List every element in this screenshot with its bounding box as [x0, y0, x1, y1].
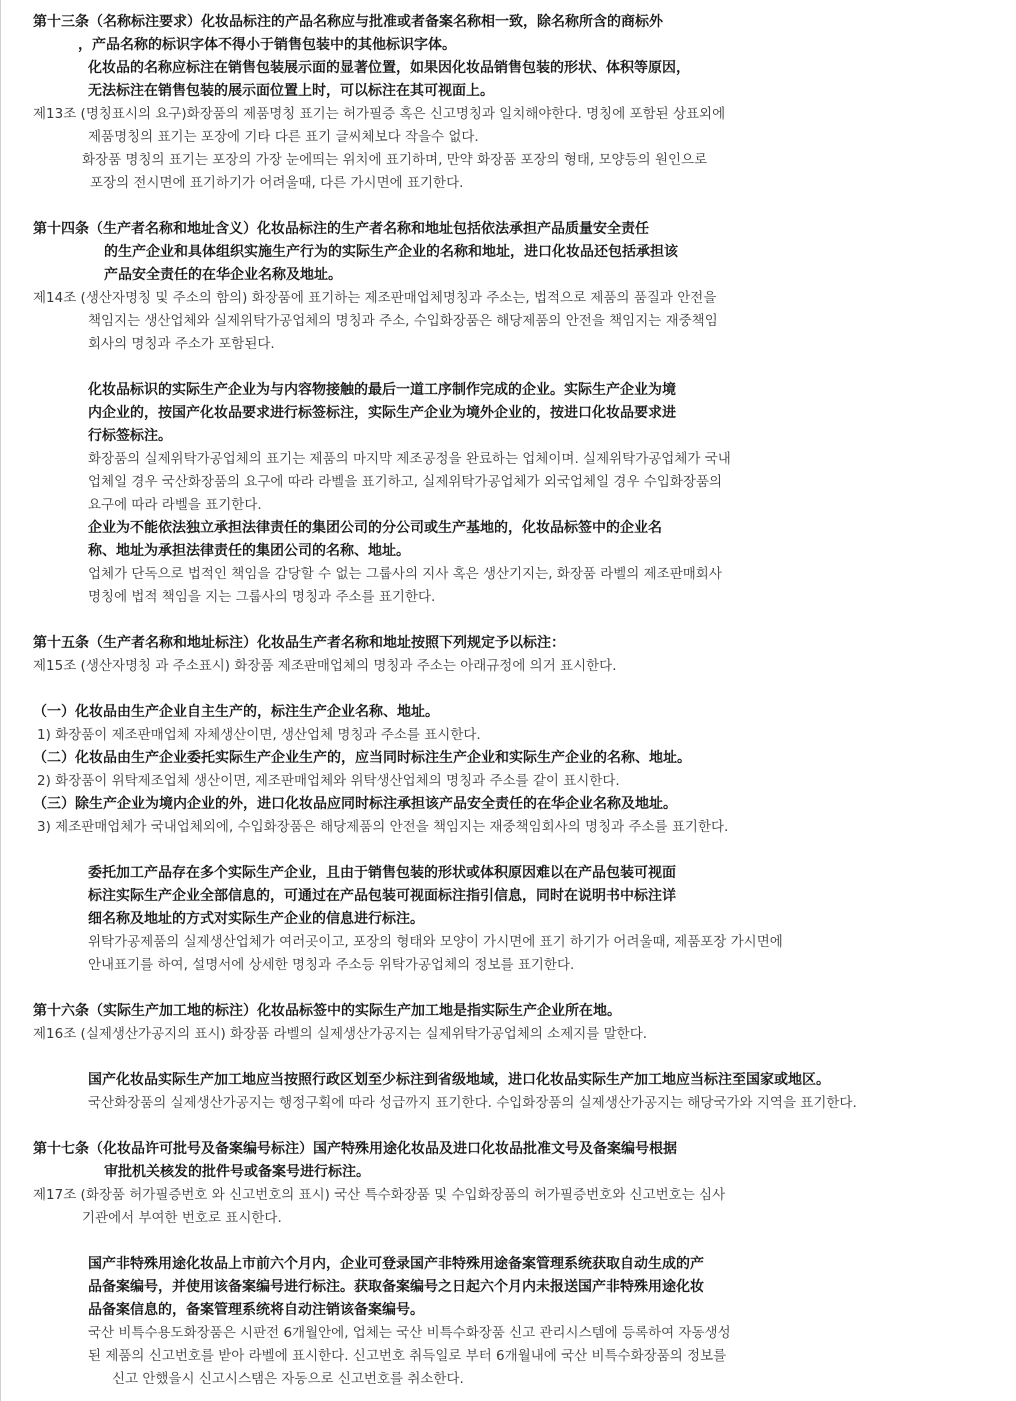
- article-16-ko-note-1: 국산화장품의 실제생산가공지는 행정구획에 따라 성급까지 표기한다. 수입화장품의 실제생산가공지는 해당국가와 지역을 표기한다.: [88, 1095, 857, 1111]
- article-14-zh-title: 第十四条（生产者名称和地址含义）化妆品标注的生产者名称和地址包括依法承担产品质量安全责任: [33, 221, 649, 237]
- article-14-zh-title-cont-2: 产品安全责任的在华企业名称及地址。: [104, 267, 342, 283]
- article-14-zh-note-a2: 内企业的，按国产化妆品要求进行标签标注，实际生产企业为境外企业的，按进口化妆品要求进: [88, 405, 676, 421]
- article-15-zh-note-1: 委托加工产品存在多个实际生产企业，且由于销售包装的形状或体积原因难以在产品包装可视面: [88, 865, 676, 881]
- article-17-ko-title-cont: 기관에서 부여한 번호로 표시한다.: [82, 1210, 282, 1226]
- article-13-zh-title-cont: ，产品名称的标识字体不得小于销售包装中的其他标识字体。: [78, 37, 456, 53]
- article-13-ko-title-cont: 제품명칭의 표기는 포장에 기타 다른 표기 글씨체보다 작을수 없다.: [88, 129, 479, 145]
- article-15-zh-title: 第十五条（生产者名称和地址标注）化妆品生产者名称和地址按照下列规定予以标注：: [33, 635, 565, 651]
- article-13-zh-note-1: 化妆品的名称应标注在销售包装展示面的显著位置，如果因化妆品销售包装的形状、体积等原因，: [88, 60, 690, 76]
- article-17-zh-note-3: 品备案信息的，备案管理系统将自动注销该备案编号。: [88, 1302, 424, 1318]
- article-13-zh-note-2: 无法标注在销售包装的展示面位置上时，可以标注在其可视面上。: [88, 83, 494, 99]
- article-15-ko-item-3: 3) 제조판매업체가 국내업체외에, 수입화장품은 해당제품의 안전을 책임지는 재중책임회사의 명칭과 주소를 표기한다.: [37, 819, 729, 835]
- article-17-zh-note-1: 国产非特殊用途化妆品上市前六个月内，企业可登录国产非特殊用途备案管理系统获取自动生成的产: [88, 1256, 704, 1272]
- article-15-zh-item-1: （一）化妆品由生产企业自主生产的，标注生产企业名称、地址。: [33, 704, 439, 720]
- article-14-ko-note-a3: 요구에 따라 라벨을 표기한다.: [88, 497, 262, 513]
- article-15-zh-item-3: （三）除生产企业为境内企业的外，进口化妆品应同时标注承担该产品安全责任的在华企业名称及地址。: [33, 796, 677, 812]
- article-14-zh-note-a1: 化妆品标识的实际生产企业为与内容物接触的最后一道工序制作完成的企业。实际生产企业为境: [88, 382, 676, 398]
- article-14-ko-note-b2: 명칭에 법적 책임을 지는 그룹사의 명칭과 주소를 표기한다.: [88, 589, 436, 605]
- article-17-ko-note-1: 국산 비특수용도화장품은 시판전 6개월안에, 업체는 국산 비특수화장품 신고 관리시스템에 등록하여 자동생성: [88, 1325, 731, 1341]
- article-13-ko-title: 제13조 (명칭표시의 요구)화장품의 제품명칭 표기는 허가필증 혹은 신고명칭과 일치해야한다. 명칭에 포함된 상표외에: [33, 106, 726, 122]
- article-14-ko-note-b1: 업체가 단독으로 법적인 책임을 감당할 수 없는 그룹사의 지사 혹은 생산기지는, 화장품 라벨의 제조판매회사: [88, 566, 722, 582]
- article-14-ko-title: 제14조 (생산자명칭 및 주소의 함의) 화장품에 표기하는 제조판매업체명칭과 주소는, 법적으로 제품의 품질과 안전을: [33, 290, 717, 306]
- article-15-ko-item-2: 2) 화장품이 위탁제조업체 생산이면, 제조판매업체와 위탁생산업체의 명칭과 주소를 같이 표시한다.: [37, 773, 620, 789]
- article-13-ko-note-1: 화장품 명칭의 표기는 포장의 가장 눈에띄는 위치에 표기하며, 만약 화장품 포장의 형태, 모양등의 원인으로: [82, 152, 708, 168]
- article-17-ko-note-2: 된 제품의 신고번호를 받아 라벨에 표시한다. 신고번호 취득일로 부터 6개월내에 국산 비특수화장품의 정보를: [88, 1348, 727, 1364]
- article-15-zh-note-2: 标注实际生产企业全部信息的，可通过在产品包装可视面标注指引信息，同时在说明书中标注详: [88, 888, 676, 904]
- article-15-ko-note-1: 위탁가공제품의 실제생산업체가 여러곳이고, 포장의 형태와 모양이 가시면에 표기 하기가 어려울때, 제품포장 가시면에: [88, 934, 783, 950]
- article-16-ko-title: 제16조 (실제생산가공지의 표시) 화장품 라벨의 실제생산가공지는 실제위탁가공업체의 소제지를 말한다.: [33, 1026, 648, 1042]
- article-14-ko-title-cont-1: 책임지는 생산업체와 실제위탁가공업체의 명칭과 주소, 수입화장품은 해당제품의 안전을 책임지는 재중책임: [88, 313, 718, 329]
- article-14-ko-note-a1: 화장품의 실제위탁가공업체의 표기는 제품의 마지막 제조공정을 완료하는 업체이며. 실제위탁가공업체가 국내: [88, 451, 731, 467]
- article-16-zh-note-1: 国产化妆品实际生产加工地应当按照行政区划至少标注到省级地域，进口化妆品实际生产加工地应当标注至国家或地区。: [88, 1072, 830, 1088]
- article-16-zh-title: 第十六条（实际生产加工地的标注）化妆品标签中的实际生产加工地是指实际生产企业所在地。: [33, 1003, 621, 1019]
- article-17-zh-note-2: 品备案编号，并使用该备案编号进行标注。获取备案编号之日起六个月内未报送国产非特殊用途化妆: [88, 1279, 704, 1295]
- article-17-zh-title: 第十七条（化妆品许可批号及备案编号标注）国产特殊用途化妆品及进口化妆品批准文号及备案编号根据: [33, 1141, 677, 1157]
- article-13-ko-note-2: 포장의 전시면에 표기하기가 어려울때, 다른 가시면에 표기한다.: [90, 175, 464, 191]
- article-17-zh-title-cont: 审批机关核发的批件号或备案号进行标注。: [104, 1164, 370, 1180]
- article-15-ko-item-1: 1) 화장품이 제조판매업체 자체생산이면, 생산업체 명칭과 주소를 표시한다.: [37, 727, 481, 743]
- article-14-zh-title-cont-1: 的生产企业和具体组织实施生产行为的实际生产企业的名称和地址，进口化妆品还包括承担该: [104, 244, 678, 260]
- article-14-ko-title-cont-2: 회사의 명칭과 주소가 포함된다.: [88, 336, 275, 352]
- article-15-zh-item-2: （二）化妆品由生产企业委托实际生产企业生产的，应当同时标注生产企业和实际生产企业的名称、地址。: [33, 750, 691, 766]
- article-17-ko-title: 제17조 (화장품 허가필증번호 와 신고번호의 표시) 국산 특수화장품 및 수입화장품의 허가필증번호와 신고번호는 심사: [33, 1187, 726, 1203]
- page-left-border: [0, 0, 1, 1401]
- article-13-zh-title: 第十三条（名称标注要求）化妆品标注的产品名称应与批准或者备案名称相一致，除名称所含的商标外: [33, 14, 663, 30]
- article-14-zh-note-b2: 称、地址为承担法律责任的集团公司的名称、地址。: [88, 543, 410, 559]
- article-15-ko-note-2: 안내표기를 하여, 설명서에 상세한 명칭과 주소등 위탁가공업체의 정보를 표기한다.: [88, 957, 575, 973]
- article-15-zh-note-3: 细名称及地址的方式对实际生产企业的信息进行标注。: [88, 911, 424, 927]
- article-14-zh-note-a3: 行标签标注。: [88, 428, 172, 444]
- article-14-ko-note-a2: 업체일 경우 국산화장품의 요구에 따라 라벨을 표기하고, 실제위탁가공업체가 외국업체일 경우 수입화장품의: [88, 474, 723, 490]
- article-15-ko-title: 제15조 (생산자명칭 과 주소표시) 화장품 제조판매업체의 명칭과 주소는 아래규정에 의거 표시한다.: [33, 658, 617, 674]
- article-17-ko-note-3: 신고 안했을시 신고시스탬은 자동으로 신고번호를 취소한다.: [112, 1371, 464, 1387]
- article-14-zh-note-b1: 企业为不能依法独立承担法律责任的集团公司的分公司或生产基地的，化妆品标签中的企业名: [88, 520, 662, 536]
